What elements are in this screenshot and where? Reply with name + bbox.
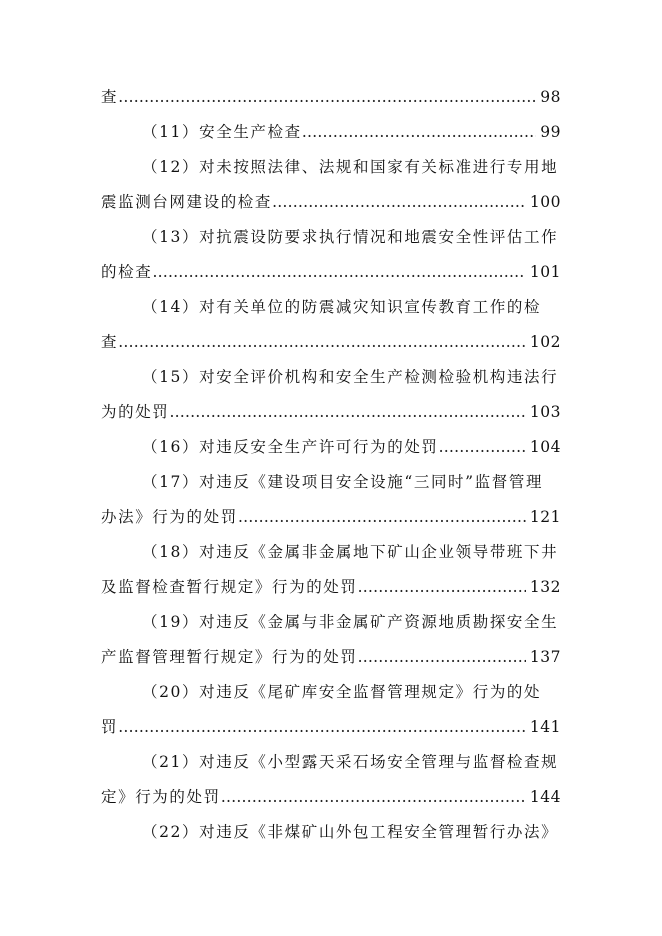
- toc-text: （13）对抗震设防要求执行情况和地震安全性评估工作: [142, 228, 559, 246]
- page-number: 98: [540, 88, 561, 106]
- dot-leader: [152, 255, 526, 290]
- page-number: 101: [529, 263, 561, 281]
- dot-leader: [169, 395, 526, 430]
- toc-text: （16）对违反安全生产许可行为的处罚: [142, 438, 439, 456]
- toc-line: [101, 465, 561, 500]
- toc-line: [101, 80, 561, 115]
- dot-leader: [358, 570, 526, 605]
- toc-entry-22: [101, 815, 561, 850]
- toc-line: [101, 535, 561, 570]
- page-number: 99: [540, 123, 561, 141]
- toc-line: [101, 325, 561, 360]
- toc-line: [101, 640, 561, 675]
- toc-text: 的检查: [101, 263, 153, 281]
- toc-line: [101, 255, 561, 290]
- toc-entry-20: [101, 675, 561, 745]
- page-number: 141: [529, 718, 561, 736]
- toc-entry-13: [101, 220, 561, 290]
- toc-text: （14）对有关单位的防震减灾知识宣传教育工作的检: [142, 298, 542, 316]
- page-number: 100: [529, 193, 561, 211]
- toc-line: [101, 675, 561, 710]
- toc-text: （21）对违反《小型露天采石场安全管理与监督检查规: [142, 753, 559, 771]
- toc-entry-16: [101, 430, 561, 465]
- toc-line: [101, 745, 561, 780]
- toc-line: [101, 815, 561, 850]
- toc-entry-21: [101, 745, 561, 815]
- page-number: 121: [529, 508, 561, 526]
- toc-entry-12: [101, 150, 561, 220]
- toc-line: [101, 430, 561, 465]
- toc-entry-11: [101, 115, 561, 150]
- toc-text: （22）对违反《非煤矿山外包工程安全管理暂行办法》: [142, 823, 559, 841]
- toc-text: 产监督管理暂行规定》行为的处罚: [101, 648, 358, 666]
- toc-entry-17: [101, 465, 561, 535]
- page-number: 144: [529, 788, 561, 806]
- dot-leader: [439, 430, 526, 465]
- toc-line: [101, 500, 561, 535]
- toc-line: [101, 115, 561, 150]
- toc-text: 罚: [101, 718, 119, 736]
- dot-leader: [118, 80, 536, 115]
- page-number: 132: [529, 578, 561, 596]
- page-number: 104: [529, 438, 561, 456]
- toc-text: 查: [101, 88, 119, 106]
- dot-leader: [118, 325, 526, 360]
- dot-leader: [238, 500, 526, 535]
- toc-text: 及监督检查暂行规定》行为的处罚: [101, 578, 358, 596]
- toc-text: （20）对违反《尾矿库安全监督管理规定》行为的处: [142, 683, 542, 701]
- dot-leader: [221, 780, 526, 815]
- toc-line: [101, 395, 561, 430]
- toc-entry-10-continued: [101, 80, 561, 115]
- toc-text: （11）安全生产检查: [142, 123, 302, 141]
- toc-line: [101, 290, 561, 325]
- toc-text: 为的处罚: [101, 403, 170, 421]
- toc-entry-14: [101, 290, 561, 360]
- toc-text: （12）对未按照法律、法规和国家有关标准进行专用地: [142, 158, 559, 176]
- page-number: 137: [529, 648, 561, 666]
- toc-text: （15）对安全评价机构和安全生产检测检验机构违法行: [142, 368, 559, 386]
- toc-line: [101, 185, 561, 220]
- toc-line: [101, 780, 561, 815]
- dot-leader: [302, 115, 537, 150]
- toc-line: [101, 360, 561, 395]
- dot-leader: [118, 710, 526, 745]
- toc-line: [101, 150, 561, 185]
- toc-line: [101, 570, 561, 605]
- toc-line: [101, 710, 561, 745]
- page-number: 103: [529, 403, 561, 421]
- toc-text: （17）对违反《建设项目安全设施“三同时”监督管理: [142, 473, 544, 491]
- toc-text: 查: [101, 333, 119, 351]
- toc-text: 震监测台网建设的检查: [101, 193, 273, 211]
- toc-text: 办法》行为的处罚: [101, 508, 238, 526]
- page-number: 102: [529, 333, 561, 351]
- toc-entry-15: [101, 360, 561, 430]
- toc-line: [101, 220, 561, 255]
- toc-line: [101, 605, 561, 640]
- toc-text: （19）对违反《金属与非金属矿产资源地质勘探安全生: [142, 613, 559, 631]
- dot-leader: [272, 185, 526, 220]
- toc-text: 定》行为的处罚: [101, 788, 221, 806]
- table-of-contents: [101, 80, 561, 850]
- toc-text: （18）对违反《金属非金属地下矿山企业领导带班下井: [142, 543, 559, 561]
- toc-entry-19: [101, 605, 561, 675]
- dot-leader: [358, 640, 526, 675]
- toc-entry-18: [101, 535, 561, 605]
